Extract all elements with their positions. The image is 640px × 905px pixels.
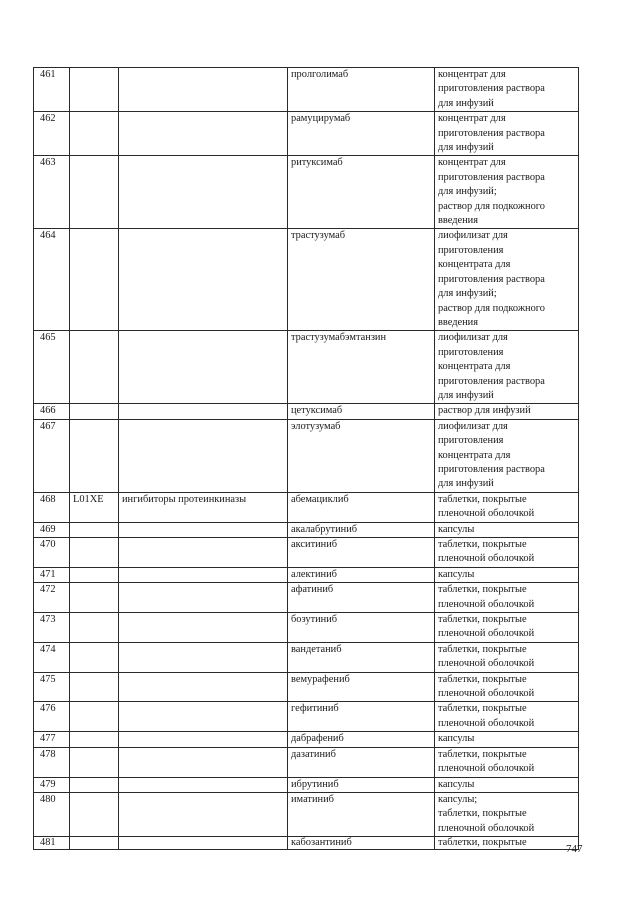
group-name-cell bbox=[119, 837, 288, 850]
drug-name-cell: гефитиниб bbox=[288, 702, 435, 732]
dosage-form-line: капсулы; bbox=[438, 793, 478, 805]
atc-code-cell bbox=[70, 583, 119, 613]
group-name-cell bbox=[119, 156, 288, 229]
group-name-cell bbox=[119, 404, 288, 419]
atc-code-cell bbox=[70, 538, 119, 568]
dosage-form-line: приготовления bbox=[438, 346, 504, 358]
row-number-cell: 468 bbox=[34, 492, 70, 522]
drug-name-cell: ритуксимаб bbox=[288, 156, 435, 229]
row-number-cell: 474 bbox=[34, 642, 70, 672]
dosage-form-line: пленочной оболочкой bbox=[438, 508, 535, 520]
atc-code-cell bbox=[70, 331, 119, 404]
dosage-form-line: для инфузий bbox=[438, 142, 494, 154]
drug-list-table bbox=[33, 67, 579, 850]
row-number-cell: 472 bbox=[34, 583, 70, 613]
row-number-cell: 470 bbox=[34, 538, 70, 568]
atc-code-cell bbox=[70, 702, 119, 732]
atc-code-cell bbox=[70, 837, 119, 850]
dosage-form-cell bbox=[435, 112, 579, 156]
dosage-form-line: приготовления bbox=[438, 435, 504, 447]
drug-name-cell: кабозантиниб bbox=[288, 837, 435, 850]
dosage-form-line: приготовления раствора bbox=[438, 375, 545, 387]
group-name-cell bbox=[119, 777, 288, 792]
group-name-cell bbox=[119, 732, 288, 747]
dosage-form-cell bbox=[435, 702, 579, 732]
row-number-cell: 477 bbox=[34, 732, 70, 747]
table-row bbox=[34, 642, 579, 672]
group-name-cell bbox=[119, 567, 288, 582]
dosage-form-line: таблетки, покрытые bbox=[438, 539, 527, 550]
dosage-form-line: таблетки, покрытые bbox=[438, 493, 527, 505]
atc-code-cell bbox=[70, 732, 119, 747]
dosage-form-line: капсулы bbox=[438, 523, 475, 535]
dosage-form-line: таблетки, покрытые bbox=[438, 643, 527, 655]
row-number-cell: 481 bbox=[34, 837, 70, 850]
table-row bbox=[34, 583, 579, 613]
drug-name-cell: алектиниб bbox=[288, 567, 435, 582]
group-name-cell bbox=[119, 672, 288, 702]
drug-name-cell: трастузумаб bbox=[288, 229, 435, 331]
row-number-cell: 466 bbox=[34, 404, 70, 419]
atc-code-cell bbox=[70, 642, 119, 672]
dosage-form-line: приготовления bbox=[438, 244, 504, 256]
group-name-cell bbox=[119, 229, 288, 331]
table-row bbox=[34, 702, 579, 732]
table-row bbox=[34, 732, 579, 747]
group-name-cell bbox=[119, 702, 288, 732]
drug-name-cell: ибрутиниб bbox=[288, 777, 435, 792]
row-number-cell: 462 bbox=[34, 112, 70, 156]
dosage-form-cell bbox=[435, 613, 579, 643]
table-row bbox=[34, 792, 579, 836]
dosage-form-line: пленочной оболочкой bbox=[438, 822, 535, 834]
row-number-cell: 475 bbox=[34, 672, 70, 702]
dosage-form-line: приготовления раствора bbox=[438, 273, 545, 285]
dosage-form-cell bbox=[435, 642, 579, 672]
dosage-form-line: раствор для подкожного bbox=[438, 200, 545, 212]
drug-name-cell: дазатиниб bbox=[288, 747, 435, 777]
atc-code-cell bbox=[70, 522, 119, 537]
dosage-form-cell bbox=[435, 567, 579, 582]
dosage-form-cell bbox=[435, 522, 579, 537]
dosage-form-cell bbox=[435, 492, 579, 522]
dosage-form-line: введения bbox=[438, 316, 479, 328]
row-number-cell: 467 bbox=[34, 419, 70, 492]
table-row bbox=[34, 777, 579, 792]
row-number-cell: 465 bbox=[34, 331, 70, 404]
dosage-form-line: таблетки, покрытые bbox=[438, 837, 527, 849]
drug-name-cell: иматиниб bbox=[288, 792, 435, 836]
dosage-form-line: пленочной оболочкой bbox=[438, 598, 535, 610]
drug-name-cell: дабрафениб bbox=[288, 732, 435, 747]
table-row bbox=[34, 404, 579, 419]
dosage-form-line: капсулы bbox=[438, 778, 475, 790]
dosage-form-line: лиофилизат для bbox=[438, 420, 508, 432]
group-name-cell bbox=[119, 642, 288, 672]
dosage-form-cell bbox=[435, 792, 579, 836]
group-name-cell bbox=[119, 419, 288, 492]
dosage-form-cell bbox=[435, 777, 579, 792]
row-number-cell: 473 bbox=[34, 613, 70, 643]
drug-name-cell: пролголимаб bbox=[288, 68, 435, 112]
dosage-form-line: пленочной оболочкой bbox=[438, 658, 535, 670]
row-number-cell: 464 bbox=[34, 229, 70, 331]
table-row bbox=[34, 331, 579, 404]
atc-code-cell bbox=[70, 229, 119, 331]
dosage-form-line: пленочной оболочкой bbox=[438, 688, 535, 700]
dosage-form-line: приготовления раствора bbox=[438, 463, 545, 475]
row-number-cell: 479 bbox=[34, 777, 70, 792]
drug-name-cell: вандетаниб bbox=[288, 642, 435, 672]
table-row bbox=[34, 567, 579, 582]
group-name-cell bbox=[119, 583, 288, 613]
table-row bbox=[34, 538, 579, 568]
dosage-form-cell bbox=[435, 68, 579, 112]
dosage-form-cell bbox=[435, 404, 579, 419]
table-row bbox=[34, 229, 579, 331]
atc-code-cell bbox=[70, 156, 119, 229]
dosage-form-cell bbox=[435, 229, 579, 331]
dosage-form-line: концентрата для bbox=[438, 259, 511, 271]
dosage-form-line: концентрат для bbox=[438, 69, 506, 80]
atc-code-cell bbox=[70, 777, 119, 792]
page-number: 747 bbox=[566, 843, 583, 855]
group-name-cell bbox=[119, 538, 288, 568]
row-number-cell: 469 bbox=[34, 522, 70, 537]
dosage-form-line: таблетки, покрытые bbox=[438, 614, 527, 626]
dosage-form-line: раствор для инфузий bbox=[438, 405, 531, 417]
group-name-cell bbox=[119, 522, 288, 537]
dosage-form-line: приготовления раствора bbox=[438, 83, 545, 95]
atc-code-cell bbox=[70, 68, 119, 112]
dosage-form-line: концентрат для bbox=[438, 113, 506, 125]
dosage-form-line: для инфузий; bbox=[438, 186, 497, 198]
group-name-cell bbox=[119, 613, 288, 643]
table-row bbox=[34, 68, 579, 112]
table-row bbox=[34, 419, 579, 492]
drug-name-cell: абемациклиб bbox=[288, 492, 435, 522]
dosage-form-line: введения bbox=[438, 215, 479, 227]
row-number-cell: 478 bbox=[34, 747, 70, 777]
atc-code-cell bbox=[70, 792, 119, 836]
dosage-form-line: таблетки, покрытые bbox=[438, 748, 527, 760]
table-row bbox=[34, 156, 579, 229]
atc-code-cell: L01XE bbox=[70, 492, 119, 522]
row-number-cell: 480 bbox=[34, 792, 70, 836]
dosage-form-line: для инфузий bbox=[438, 97, 494, 109]
table-body bbox=[34, 68, 579, 850]
dosage-form-line: раствор для подкожного bbox=[438, 302, 545, 314]
group-name-cell bbox=[119, 792, 288, 836]
drug-name-cell: рамуцирумаб bbox=[288, 112, 435, 156]
dosage-form-cell bbox=[435, 747, 579, 777]
row-number-cell: 471 bbox=[34, 567, 70, 582]
drug-name-cell: бозутиниб bbox=[288, 613, 435, 643]
dosage-form-line: таблетки, покрытые bbox=[438, 584, 527, 596]
atc-code-cell bbox=[70, 747, 119, 777]
dosage-form-cell bbox=[435, 538, 579, 568]
dosage-form-line: приготовления раствора bbox=[438, 127, 545, 139]
drug-name-cell: вемурафениб bbox=[288, 672, 435, 702]
table-row bbox=[34, 837, 579, 850]
dosage-form-line: пленочной оболочкой bbox=[438, 717, 535, 729]
atc-code-cell bbox=[70, 404, 119, 419]
drug-name-cell: элотузумаб bbox=[288, 419, 435, 492]
dosage-form-line: концентрат для bbox=[438, 157, 506, 169]
atc-code-cell bbox=[70, 613, 119, 643]
group-name-cell bbox=[119, 112, 288, 156]
drug-name-cell: акалабрутиниб bbox=[288, 522, 435, 537]
row-number-cell: 463 bbox=[34, 156, 70, 229]
dosage-form-cell bbox=[435, 419, 579, 492]
dosage-form-line: таблетки, покрытые bbox=[438, 703, 527, 715]
row-number-cell: 476 bbox=[34, 702, 70, 732]
dosage-form-line: таблетки, покрытые bbox=[438, 808, 527, 820]
group-name-cell bbox=[119, 68, 288, 112]
dosage-form-line: для инфузий bbox=[438, 389, 494, 401]
dosage-form-cell bbox=[435, 331, 579, 404]
drug-name-cell: цетуксимаб bbox=[288, 404, 435, 419]
dosage-form-line: приготовления раствора bbox=[438, 171, 545, 183]
drug-name-cell: афатиниб bbox=[288, 583, 435, 613]
atc-code-cell bbox=[70, 567, 119, 582]
dosage-form-line: пленочной оболочкой bbox=[438, 553, 535, 565]
dosage-form-line: капсулы bbox=[438, 568, 475, 580]
atc-code-cell bbox=[70, 419, 119, 492]
row-number-cell: 461 bbox=[34, 68, 70, 112]
group-name-cell: ингибиторы протеинкиназы bbox=[119, 492, 288, 522]
table-row bbox=[34, 613, 579, 643]
table-row bbox=[34, 672, 579, 702]
drug-name-cell: акситиниб bbox=[288, 538, 435, 568]
dosage-form-cell bbox=[435, 837, 579, 850]
table-row bbox=[34, 112, 579, 156]
dosage-form-line: пленочной оболочкой bbox=[438, 763, 535, 775]
dosage-form-line: пленочной оболочкой bbox=[438, 628, 535, 640]
table-row bbox=[34, 522, 579, 537]
dosage-form-line: лиофилизат для bbox=[438, 332, 508, 344]
atc-code-cell bbox=[70, 112, 119, 156]
dosage-form-cell bbox=[435, 672, 579, 702]
dosage-form-line: для инфузий bbox=[438, 478, 494, 490]
dosage-form-line: таблетки, покрытые bbox=[438, 673, 527, 685]
dosage-form-line: концентрата для bbox=[438, 361, 511, 373]
dosage-form-line: концентрата для bbox=[438, 449, 511, 461]
atc-code-cell bbox=[70, 672, 119, 702]
group-name-cell bbox=[119, 331, 288, 404]
dosage-form-cell bbox=[435, 583, 579, 613]
group-name-cell bbox=[119, 747, 288, 777]
drug-name-cell: трастузумабэмтанзин bbox=[288, 331, 435, 404]
table-row bbox=[34, 747, 579, 777]
dosage-form-line: лиофилизат для bbox=[438, 230, 508, 242]
dosage-form-cell bbox=[435, 156, 579, 229]
table-row bbox=[34, 492, 579, 522]
dosage-form-line: капсулы bbox=[438, 733, 475, 745]
dosage-form-cell bbox=[435, 732, 579, 747]
dosage-form-line: для инфузий; bbox=[438, 288, 497, 300]
